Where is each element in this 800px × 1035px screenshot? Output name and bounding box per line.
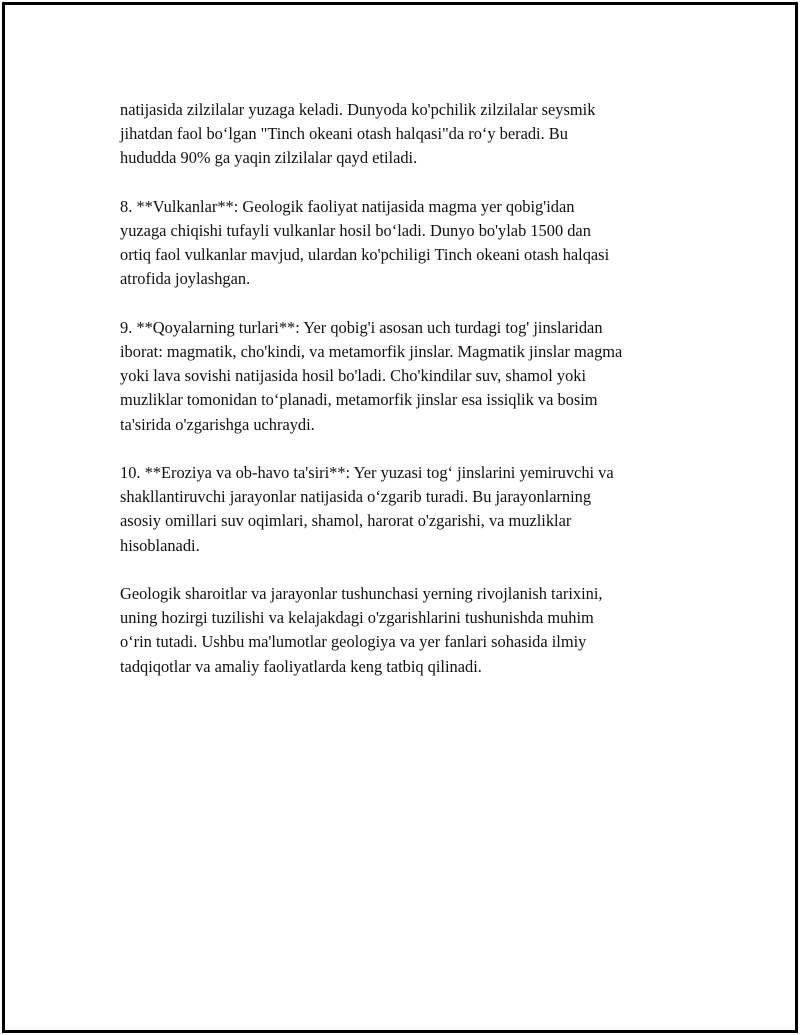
paragraph-erosion bbox=[120, 461, 700, 558]
text-line: asosiy omillari suv oqimlari, shamol, harorat o'zgarishi, va muzliklar bbox=[120, 511, 572, 531]
text-line: jihatdan faol bo‘lgan "Tinch okeani otash halqasi"da ro‘y beradi. Bu bbox=[120, 124, 568, 144]
text-line: uning hozirgi tuzilishi va kelajakdagi o'zgarishlarini tushunishda muhim bbox=[120, 608, 594, 628]
text-line: muzliklar tomonidan to‘planadi, metamorfik jinslar esa issiqlik va bosim bbox=[120, 390, 598, 410]
text-line: hududda 90% ga yaqin zilzilalar qayd etiladi. bbox=[120, 148, 418, 168]
text-line: o‘rin tutadi. Ushbu ma'lumotlar geologiya va yer fanlari sohasida ilmiy bbox=[120, 632, 587, 652]
text-line: hisoblanadi. bbox=[120, 535, 200, 555]
paragraph-earthquakes bbox=[120, 98, 700, 171]
text-line: natijasida zilzilalar yuzaga keladi. Dunyoda ko'pchilik zilzilalar seysmik bbox=[120, 100, 596, 119]
text-line: iborat: magmatik, cho'kindi, va metamorfik jinslar. Magmatik jinslar magma bbox=[120, 342, 623, 361]
text-line: ta'sirida o'zgarishga uchraydi. bbox=[120, 414, 315, 434]
text-line: 9. **Qoyalarning turlari**: Yer qobig'i asosan uch turdagi tog' jinslaridan bbox=[120, 317, 603, 337]
text-line: shakllantiruvchi jarayonlar natijasida o‘zgarib turadi. Bu jarayonlarning bbox=[120, 487, 592, 507]
text-line: 8. **Vulkanlar**: Geologik faoliyat natijasida magma yer qobig'idan bbox=[120, 196, 575, 216]
text-line: yoki lava sovishi natijasida hosil bo'ladi. Cho'kindilar suv, shamol yoki bbox=[120, 366, 587, 386]
document-body bbox=[120, 98, 700, 703]
text-line: ortiq faol vulkanlar mavjud, ulardan ko'pchiligi Tinch okeani otash halqasi bbox=[120, 245, 610, 265]
text-line: Geologik sharoitlar va jarayonlar tushunchasi yerning rivojlanish tarixini, bbox=[120, 584, 603, 603]
text-line: 10. **Eroziya va ob-havo ta'siri**: Yer yuzasi tog‘ jinslarini yemiruvchi va bbox=[120, 463, 614, 482]
text-line: yuzaga chiqishi tufayli vulkanlar hosil bo‘ladi. Dunyo bo'ylab 1500 dan bbox=[120, 221, 591, 240]
paragraph-rock-types bbox=[120, 316, 700, 437]
paragraph-conclusion bbox=[120, 582, 700, 679]
document-page bbox=[2, 2, 798, 1033]
paragraph-volcanoes bbox=[120, 195, 700, 292]
text-line: tadqiqotlar va amaliy faoliyatlarda keng tatbiq qilinadi. bbox=[120, 656, 482, 676]
text-line: atrofida joylashgan. bbox=[120, 269, 251, 289]
